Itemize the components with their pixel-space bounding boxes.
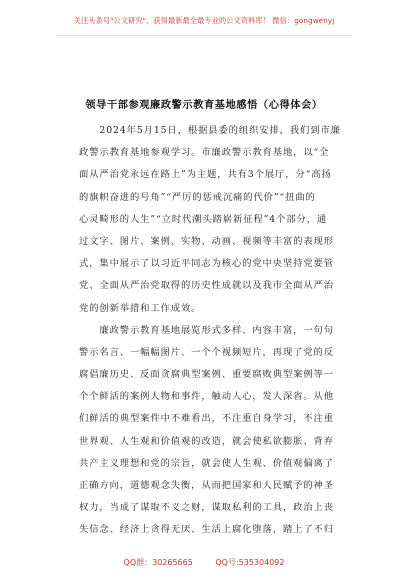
body-line: 面从严治党永远在路上”为主题，共有3个展厅，分“高扬 [79,169,332,181]
body-line: 心灵畸形的人生”“立时代潮头踏崭新征程”4个部分，通 [79,213,328,225]
body-line: 党的创新举措和工作成效。 [79,302,202,314]
body-line: 2024年5月15日，根据县委的组织安排，我们到市廉 [79,125,341,136]
body-line: 党、全面从严治党取得的历史性成就以及我市全面从严治 [79,280,334,292]
document-body [79,120,341,542]
header-divider [56,35,352,36]
footer-contact [0,557,408,568]
body-line: 式，集中展示了以习近平同志为核心的党中央坚持党要管 [79,258,334,270]
body-line: 政警示教育基地参观学习。市廉政警示教育基地，以“全 [79,147,330,159]
body-line: 正确方向，道德观念失衡，从而把国家和人民赋予的神圣 [79,480,334,491]
body-line: 个个鲜活的案例人物和事件，触动人心，发人深省。从他 [79,391,334,403]
body-line: 过文字、图片、案例、实物、动画、视频等丰富的表现形 [79,235,334,247]
body-line: 警示名言、一幅幅图片、一个个视频短片，再现了党的反 [79,346,334,358]
body-line: 权力，当成了谋取不义之财，谋取私利的工具，政治上丧 [79,502,334,514]
document-title: 领导干部参观廉政警示教育基地感悟（心得体会） [85,99,323,111]
body-line: 失信念、经济上贪得无厌、生活上腐化堕落，踏上了不归 [79,524,334,536]
header-notice: 关注头条号"公文研究"，获得最新最全最专业的公文资料库！ 微信：gongwenyj [73,16,335,25]
body-line: 们鲜活的典型案件中不难看出，不注重自身学习，不注重 [79,413,334,425]
qq-group-label: QQ群：30265665 [123,558,193,567]
body-line: 廉政警示教育基地展览形式多样、内容丰富，一句句 [79,324,334,336]
body-line: 世界观、人生观和价值观的改造，就会使私欲膨胀、背弃 [79,435,334,447]
qq-number-label: QQ号:535304092 [215,558,285,567]
body-line: 腐倡廉历史、反面贪腐典型案例、重要腐败典型案例等一 [79,369,334,381]
body-line: 的旗帜奋进的号角”“严厉的惩戒沉痛的代价”“扭曲的 [79,191,316,203]
body-line: 共产主义理想和党的宗旨，就会使人生观、价值观偏离了 [79,457,334,469]
